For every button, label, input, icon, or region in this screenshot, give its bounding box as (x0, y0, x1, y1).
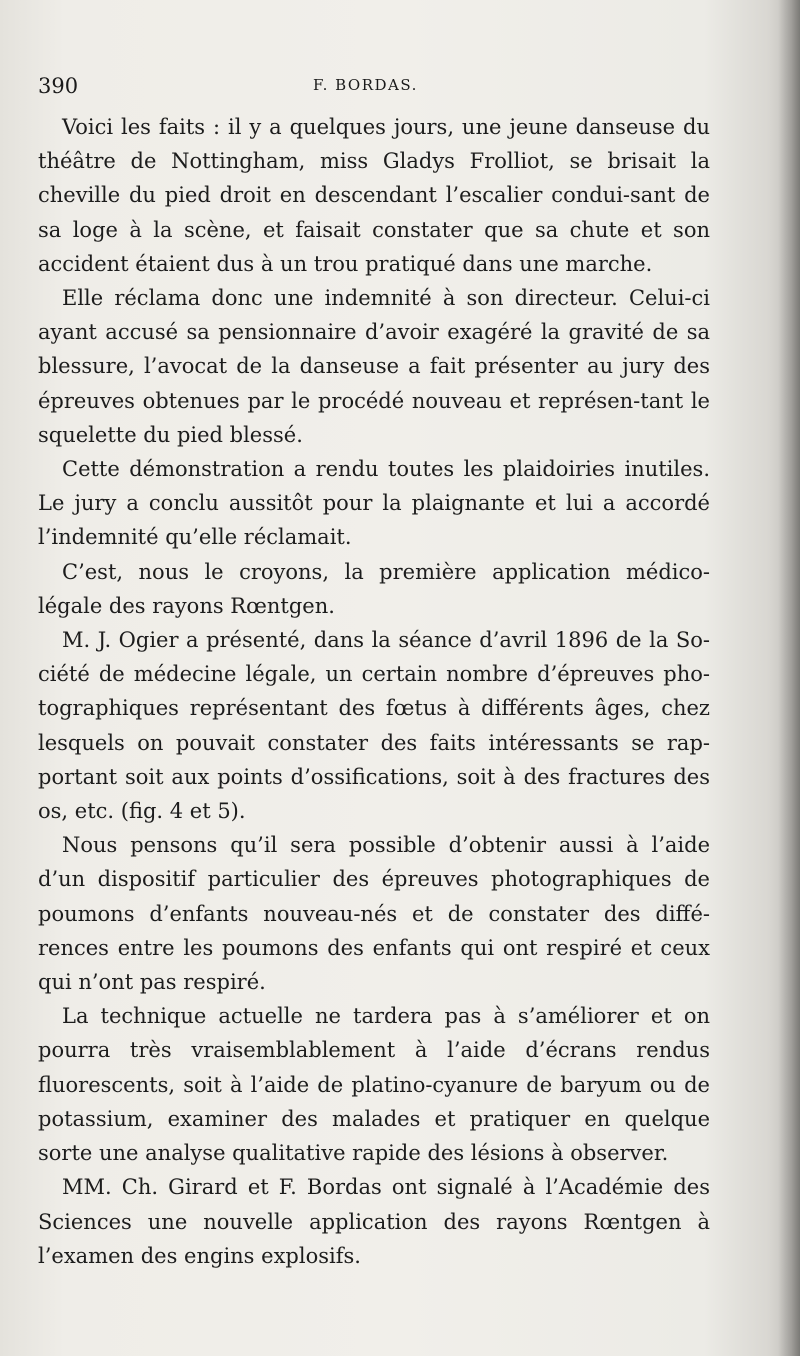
body-text (38, 110, 710, 1273)
paragraph: La technique actuelle ne tardera pas à s’améliorer et on pourra très vraisemblablement à l’aide d’écrans rendus fluorescents, soit à l’aide de platino-cyanure de baryum ou de potassium, examiner des malades et pratiquer en quelque sorte une analyse qualitative rapide des lésions à observer. (38, 1004, 710, 1166)
paragraph: Cette démonstration a rendu toutes les plaidoiries inutiles. Le jury a conclu aussitôt pour la plaignante et lui a accordé l’indemnité qu’elle réclamait. (38, 457, 710, 550)
page-number: 390 (38, 74, 79, 98)
page-edge-shadow (778, 0, 800, 1356)
paragraph: MM. Ch. Girard et F. Bordas ont signalé à l’Académie des Sciences une nouvelle application des rayons Rœntgen à l’examen des engins explosifs. (38, 1175, 710, 1268)
paragraph: Voici les faits : il y a quelques jours, une jeune danseuse du théâtre de Nottingham, miss Gladys Frolliot, se brisait la cheville du pied droit en descendant l’escalier condui-sant de sa loge à la scène, et faisait constater que sa chute et son accident étaient dus à un trou pratiqué dans une marche. (38, 115, 710, 276)
paragraph: Nous pensons qu’il sera possible d’obtenir aussi à l’aide d’un dispositif particulier des épreuves photographiques de poumons d’enfants nouveau-nés et de constater des diffé-rences entre les poumons des enfants qui ont respiré et ceux qui n’ont pas respiré. (38, 833, 710, 995)
paragraph: C’est, nous le croyons, la première application médico-légale des rayons Rœntgen. (38, 559, 710, 618)
running-head: F. BORDAS. (313, 76, 418, 94)
paragraph: M. J. Ogier a présenté, dans la séance d’avril 1896 de la So-ciété de médecine légale, un certain nombre d’épreuves pho-tographiques représentant des fœtus à différents âges, chez lesquels on pouvait constater des faits intéressants se rap-portant soit aux points d’ossifications, soit à des fractures des os, etc. (fig. 4 et 5). (38, 628, 710, 824)
paragraph: Elle réclama donc une indemnité à son directeur. Celui-ci ayant accusé sa pensionnaire d’avoir exagéré la gravité de sa blessure, l’avocat de la danseuse a fait présenter au jury des épreuves obtenues par le procédé nouveau et représen-tant le squelette du pied blessé. (38, 286, 710, 447)
page-header (38, 72, 718, 102)
